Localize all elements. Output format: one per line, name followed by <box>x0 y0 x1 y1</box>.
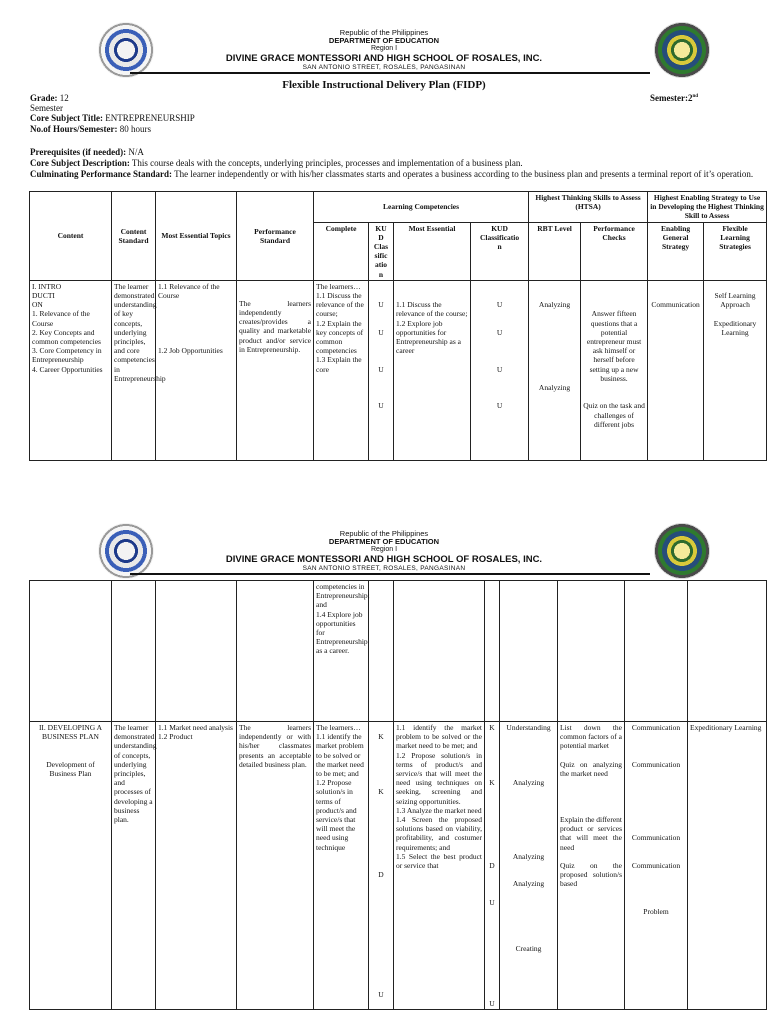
p2b-kud: K K D U U <box>485 722 500 1010</box>
semester-right: Semester:2nd <box>650 93 699 103</box>
p2a-content <box>30 581 112 722</box>
header-content: Content <box>30 192 112 281</box>
p1-rbt: Analyzing Analyzing <box>529 280 581 460</box>
header-performance-standard: Performance Standard <box>237 192 314 281</box>
p1-content-standard: The learner demonstrated understanding of key concepts, underlying principles, and core competencies in Entrepreneurship <box>112 280 156 460</box>
p2b-rbt: Understanding Analyzing Analyzing Analyzing Creating <box>500 722 558 1010</box>
culminating-line: Culminating Performance Standard: The learner independently or with his/her classmates starts and operates a business according to the business plan and presents a terminal report of it’s operation. <box>30 169 754 179</box>
p2b-most-essential: 1.1 identify the market problem to be solved or the market need to be met; and 1.2 Propose solution/s in terms of product/s and service/s that will meet the need using techniques on seeking, screening and seizing opportunities. 1.3 Analyze the market need 1.4 Screen the proposed solutions based on viability, profitability, and costumer requirements; and 1.5 Select the best product or service that <box>394 722 485 1010</box>
school-name: DIVINE GRACE MONTESSORI AND HIGH SCHOOL OF ROSALES, INC. <box>225 53 543 64</box>
p1-kud: U U U U <box>471 280 529 460</box>
p2b-content-standard: The learner demonstrated understanding of concepts, underlying principles, and processes of developing a business plan. <box>112 722 156 1010</box>
p2b-kud-short: K K D U <box>369 722 394 1010</box>
header-complete: Complete <box>314 222 369 280</box>
core-subject-line: Core Subject Title: ENTREPRENEURSHIP <box>30 113 195 123</box>
p2a-flexible <box>688 581 767 722</box>
p2a-enabling-general <box>625 581 688 722</box>
p2b-topics: 1.1 Market need analysis 1.2 Product <box>156 722 237 1010</box>
p1-content: I. INTRO DUCTI ON 1. Relevance of the Course 2. Key Concepts and common competencies 3. Core Competency in Entrepreneurship 4. Career Opportunities <box>30 280 112 460</box>
header-rule-page2 <box>130 573 650 575</box>
p2a-rbt <box>500 581 558 722</box>
department-line-page2: DEPARTMENT OF EDUCATION <box>328 537 440 546</box>
p2b-content: II. DEVELOPING A BUSINESS PLAN Development of Business Plan <box>30 722 112 1010</box>
header-enabling-general: Enabling General Strategy <box>648 222 704 280</box>
region-line: Region I <box>370 45 398 52</box>
p2a-content-standard <box>112 581 156 722</box>
letterhead <box>0 29 768 72</box>
p2b-complete: The learners… 1.1 identify the market problem to be solved or the market need to be met; and 1.2 Propose solution/s in terms of product/s and service/s that will meet the need using technique <box>314 722 369 1010</box>
header-performance-checks: Performance Checks <box>581 222 648 280</box>
p2a-kud-short <box>369 581 394 722</box>
header-topics: Most Essential Topics <box>156 192 237 281</box>
hours-line: No.of Hours/Semester: 80 hours <box>30 124 151 134</box>
letterhead-page2 <box>0 530 768 573</box>
header-kud-short: KU D Clas sific atio n <box>369 222 394 280</box>
p2a-kud <box>485 581 500 722</box>
p1-performance-checks: Answer fifteen questions that a potential entrepreneur must ask himself or herself before setting up a new business. Quiz on the task and challenges of different jobs <box>581 280 648 460</box>
semester-line: Semester <box>30 103 63 113</box>
p1-performance-standard: The learners independently creates/provides a quality and marketable product and/or service in Entrepreneurship. <box>237 280 314 460</box>
header-enabling-strategy: Highest Enabling Strategy to Use in Developing the Highest Thinking Skill to Assess <box>648 192 767 223</box>
p2a-most-essential <box>394 581 485 722</box>
p2a-performance-standard <box>237 581 314 722</box>
header-content-standard: Content Standard <box>112 192 156 281</box>
document-title: Flexible Instructional Delivery Plan (FIDP) <box>282 79 486 91</box>
header-flexible-learning: Flexible Learning Strategies <box>704 222 767 280</box>
p2b-enabling-general: Communication Communication Communication Communication Problem <box>625 722 688 1010</box>
p2a-topics <box>156 581 237 722</box>
header-learning-competencies: Learning Competencies <box>314 192 529 223</box>
p2b-performance-standard: The learners independently or with his/her classmates presents an acceptable detailed business plan. <box>237 722 314 1010</box>
p1-most-essential: 1.1 Discuss the relevance of the course; 1.2 Explore job opportunities for Entrepreneurship as a career <box>394 280 471 460</box>
header-most-essential: Most Essential <box>394 222 471 280</box>
p2b-flexible: Expeditionary Learning <box>688 722 767 1010</box>
p1-flexible: Self Learning Approach Expeditionary Learning <box>704 280 767 460</box>
header-rbt-level: RBT Level <box>529 222 581 280</box>
prerequisites-line: Prerequisites (if needed): N/A <box>30 147 144 157</box>
p2a-performance-checks <box>558 581 625 722</box>
p2b-performance-checks: List down the common factors of a potential market Quiz on analyzing the market need Explain the different product or services that will meet the need Quiz on the proposed solution/s based <box>558 722 625 1010</box>
p1-topics: 1.1 Relevance of the Course 1.2 Job Opportunities <box>156 280 237 460</box>
p2a-complete: competencies in Entrepreneurship; and 1.4 Explore job opportunities for Entrepreneurship as a career. <box>314 581 369 722</box>
school-address-page2: SAN ANTONIO STREET, ROSALES, PANGASINAN <box>302 565 466 572</box>
school-address: SAN ANTONIO STREET, ROSALES, PANGASINAN <box>302 64 466 71</box>
p1-kud-short: U U U U <box>369 280 394 460</box>
p1-complete: The learners… 1.1 Discuss the relevance of the course; 1.2 Explain the key concepts of common competencies 1.3 Explain the core <box>314 280 369 460</box>
republic-line-page2: Republic of the Philippines <box>339 529 429 538</box>
school-name-page2: DIVINE GRACE MONTESSORI AND HIGH SCHOOL OF ROSALES, INC. <box>225 554 543 565</box>
fidp-table-page1 <box>29 191 767 461</box>
grade-line: Grade: 12 <box>30 93 69 103</box>
department-line: DEPARTMENT OF EDUCATION <box>328 36 440 45</box>
header-kud: KUD Classificatio n <box>471 222 529 280</box>
fidp-table-page2 <box>29 580 767 1010</box>
republic-line: Republic of the Philippines <box>339 28 429 37</box>
description-line: Core Subject Description: This course deals with the concepts, underlying principles, processes and implementation of a business plan. <box>30 158 523 168</box>
header-rule <box>130 72 650 74</box>
header-htsa: Highest Thinking Skills to Assess (HTSA) <box>529 192 648 223</box>
p1-enabling-general: Communication <box>648 280 704 460</box>
region-line-page2: Region I <box>370 546 398 553</box>
